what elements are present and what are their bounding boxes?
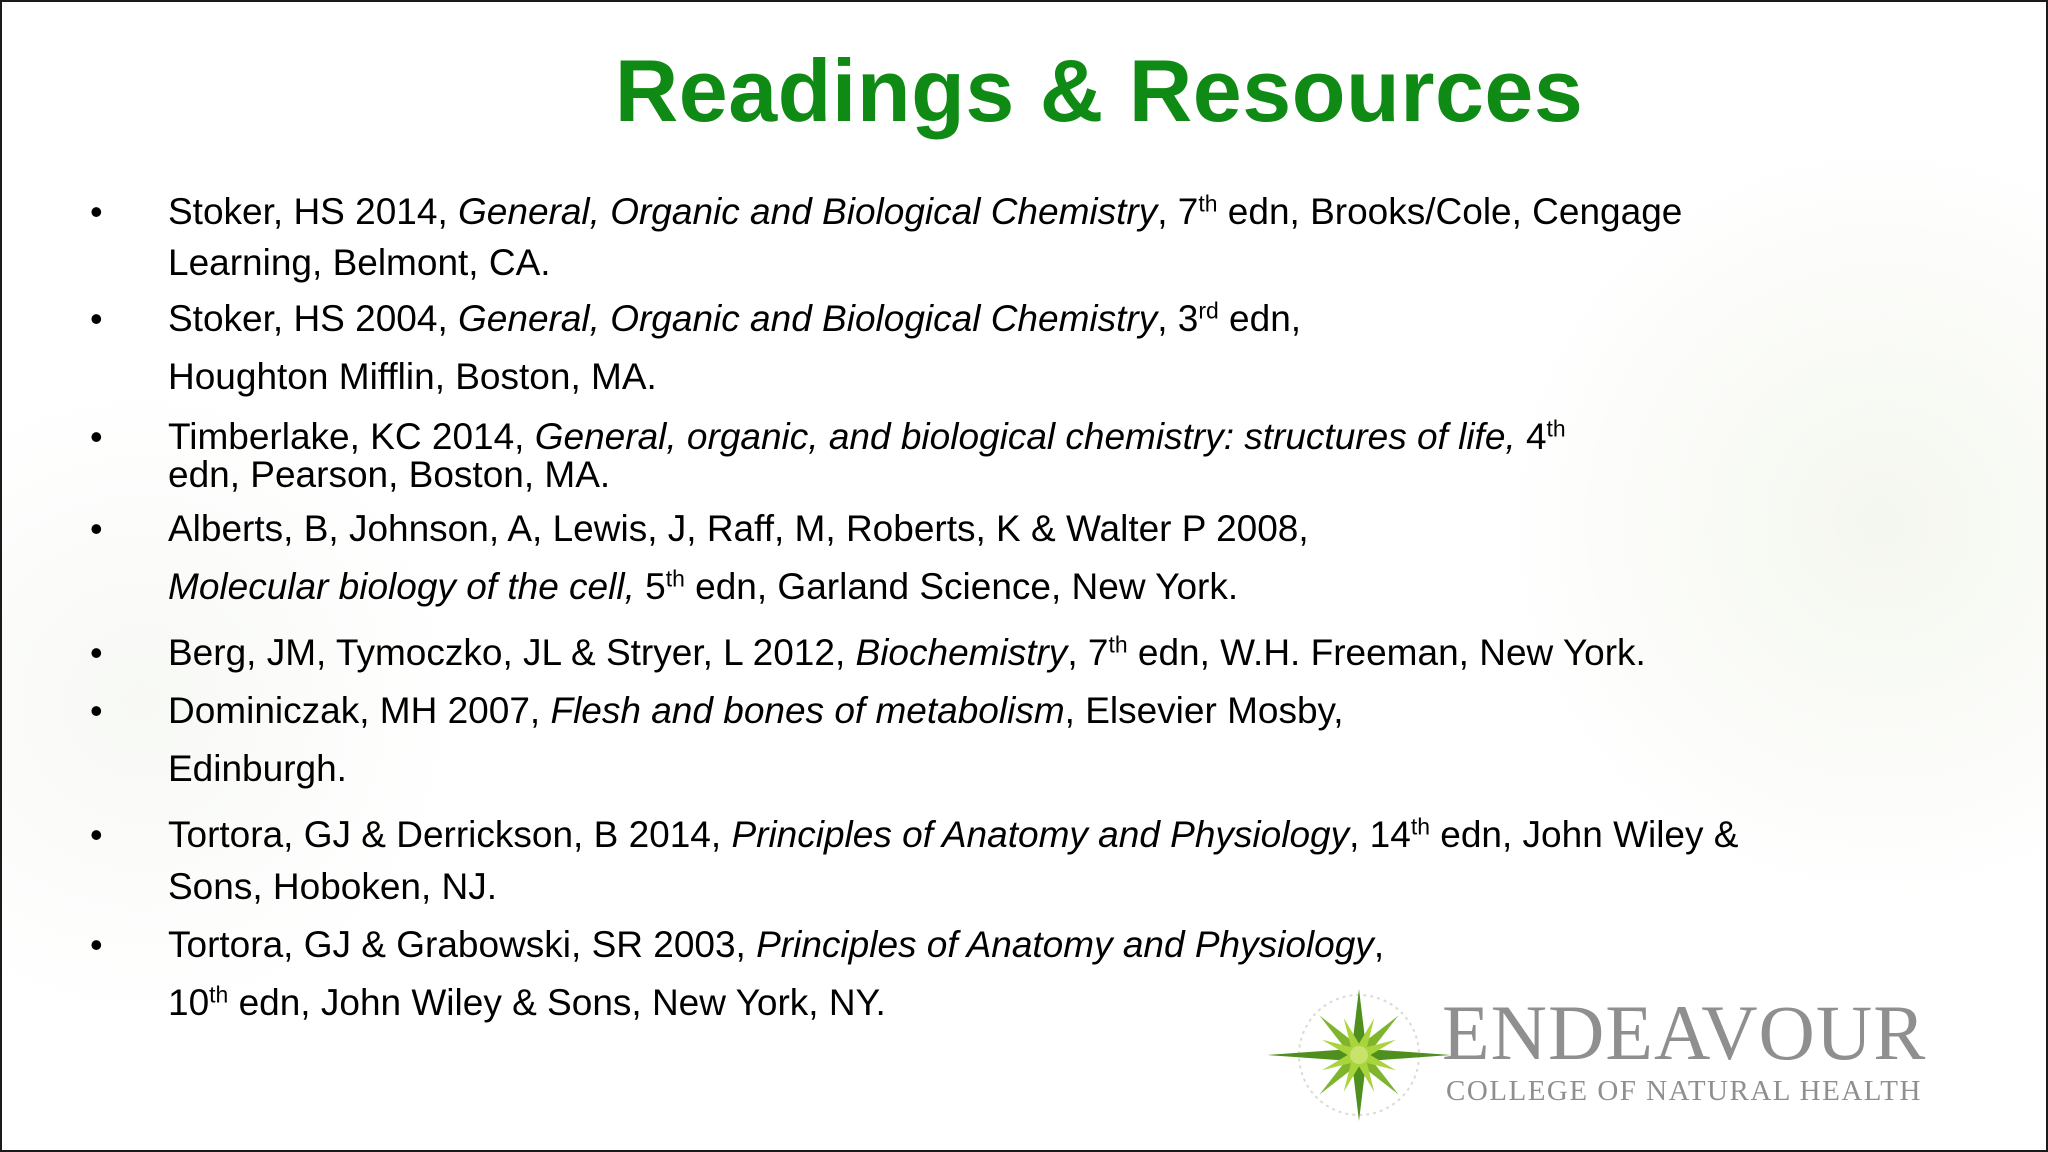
reference-text: , 7 [1067,632,1109,673]
italic-title-text: General, organic, and biological chemistry: structures of life, [534,416,1516,457]
reference-text: edn, Brooks/Cole, Cengage [1217,191,1683,232]
starburst-leaf-icon [1264,985,1454,1125]
reference-line [168,352,657,402]
reference-text: Alberts, B, Johnson, A, Lewis, J, Raff, M, Roberts, K & Walter P 2008, [168,508,1309,549]
reference-text: , 7 [1157,191,1199,232]
reference-text: edn, John Wiley & Sons, New York, NY. [228,982,886,1023]
superscript-text: th [1546,415,1566,442]
italic-title-text: Principles of Anatomy and Physiology [756,924,1374,965]
reference-text: , 14 [1349,814,1411,855]
italic-title-text: Flesh and bones of metabolism [550,690,1065,731]
reference-line [168,920,1384,970]
reference-line [168,686,1344,736]
superscript-text: th [665,565,685,592]
superscript-text: th [1198,190,1218,217]
superscript-text: th [209,981,229,1008]
reference-text: edn, [1218,298,1302,339]
reference-text: Dominiczak, MH 2007, [168,690,551,731]
superscript-text: th [1108,631,1128,658]
italic-title-text: General, Organic and Biological Chemistry [458,298,1158,339]
reference-text: , [1373,924,1385,965]
reference-text: Timberlake, KC 2014, [168,416,535,457]
reference-text: Houghton Mifflin, Boston, MA. [168,356,657,397]
superscript-text: th [1410,813,1430,840]
reference-line [168,187,1712,237]
superscript-text: rd [1198,297,1219,324]
endeavour-logo [1264,985,2024,1125]
reference-line [168,810,1738,860]
bullet-marker: • [90,191,103,232]
reference-text: 10 [168,982,210,1023]
reference-text: , Elsevier Mosby, [1064,690,1344,731]
slide-title: Readings & Resources [614,41,1584,140]
reference-text: Tortora, GJ & Grabowski, SR 2003, [168,924,757,965]
reference-text: edn, Garland Science, New York. [684,566,1239,607]
italic-title-text: General, Organic and Biological Chemistry [458,191,1158,232]
reference-line [168,562,1238,612]
reference-line [168,628,1646,678]
italic-title-text: Biochemistry [855,632,1068,673]
bullet-marker: • [90,416,103,457]
bullet-marker: • [90,690,103,731]
reference-line [168,744,347,794]
reference-text: Tortora, GJ & Derrickson, B 2014, [168,814,732,855]
reference-line [168,862,497,912]
bullet-marker: • [90,924,103,965]
reference-text: Learning, Belmont, CA. [168,242,551,283]
reference-line [168,238,551,288]
italic-title-text: Molecular biology of the cell, [168,566,635,607]
reference-line [168,504,1309,554]
reference-text: edn, Pearson, Boston, MA. [168,454,611,495]
reference-line [168,294,1301,344]
reference-text: Berg, JM, Tymoczko, JL & Stryer, L 2012, [168,632,856,673]
bullet-marker: • [90,632,103,673]
reference-text: edn, John Wiley & [1429,814,1739,855]
reference-line [168,978,886,1028]
italic-title-text: Principles of Anatomy and Physiology [731,814,1350,855]
bullet-marker: • [90,814,103,855]
reference-line [168,450,610,500]
reference-text: Stoker, HS 2004, [168,298,459,339]
reference-text: , 3 [1157,298,1199,339]
reference-text: Sons, Hoboken, NJ. [168,866,498,907]
reference-list [2,2,2046,1150]
logo-wordmark: ENDEAVOUR [1442,989,1927,1076]
bullet-marker: • [90,298,103,339]
reference-text: Stoker, HS 2014, [168,191,459,232]
logo-tagline: COLLEGE OF NATURAL HEALTH [1446,1075,1922,1107]
reference-text: Edinburgh. [168,748,347,789]
reference-text: edn, W.H. Freeman, New York. [1127,632,1646,673]
reference-text: 4 [1515,416,1547,457]
bullet-marker: • [90,508,103,549]
reference-text: 5 [634,566,666,607]
